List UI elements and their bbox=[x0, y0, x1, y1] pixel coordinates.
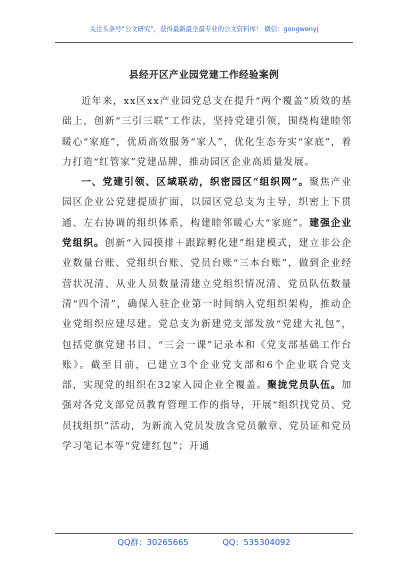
header-divider bbox=[55, 42, 353, 43]
paragraph bbox=[62, 173, 352, 457]
page-header: 关注头条号“公文研究”，获得最新最全最专业的公文资料库！ 微信：gongwenyj bbox=[89, 25, 319, 33]
qq-number-text: QQ：535304092 bbox=[222, 537, 291, 547]
paragraph-text: 加强对各党支部党员教育管理工作的指导，开展“组织找党员、党员找组织”活动，为新流入党员发放含党员徽章、党员证和党员学习笔记本等“党建红包”；开通 bbox=[62, 380, 352, 453]
paragraph-text: 聚焦产业园区企业公党建提质扩面，以园区党总支为主导，织密上下贯通、左右协调的组织体系，构建睦邻暖心大“家庭”。 bbox=[62, 177, 352, 229]
paragraph bbox=[62, 92, 352, 173]
subsection-heading: 聚拢党员队伍。 bbox=[267, 380, 342, 392]
section-heading: 一、党建引领、区域联动，织密园区“组织网”。 bbox=[81, 177, 310, 189]
paragraph-text: 近年来，xx区xx产业园党总支在提升“两个覆盖”质效的基础上，创新“三引三联”工作法，坚持党建引领，围绕构建睦邻暖心“家庭”，优质高效服务“家人”，优化生态夯实“家底”，着力打造“红管家”党建品牌，推动园区企业高质量发展。 bbox=[62, 96, 352, 168]
page-footer bbox=[0, 537, 408, 548]
footer-divider bbox=[55, 533, 353, 534]
subsection-heading: 建强企业党组织。 bbox=[62, 217, 352, 250]
qq-group-text: QQ群：30265665 bbox=[117, 537, 189, 547]
document-body bbox=[62, 92, 352, 457]
document-title: 县经开区产业园党建工作经验案例 bbox=[129, 70, 279, 81]
paragraph-text: 创新“入园摸排＋跟踪孵化建”组建模式，建立非公企业数量台账、党组织台账、党员台账“三本台账”，做到企业经营状况清、从业人员数量清建立党组织情况清、党员队伍数量清“四个清”，确保入驻企业第一时间纳入党组织架构，推动企业党组织应建尽建。党总支为新建党支部发放“党建大礼包”，包括党旗党建书目、“三会一课”记录本和《党支部基础工作台账》。截至目前，已建立3个企业党支部和6个企业联合党支部，实现党的组织在32家入园企业全覆盖。 bbox=[62, 238, 352, 392]
